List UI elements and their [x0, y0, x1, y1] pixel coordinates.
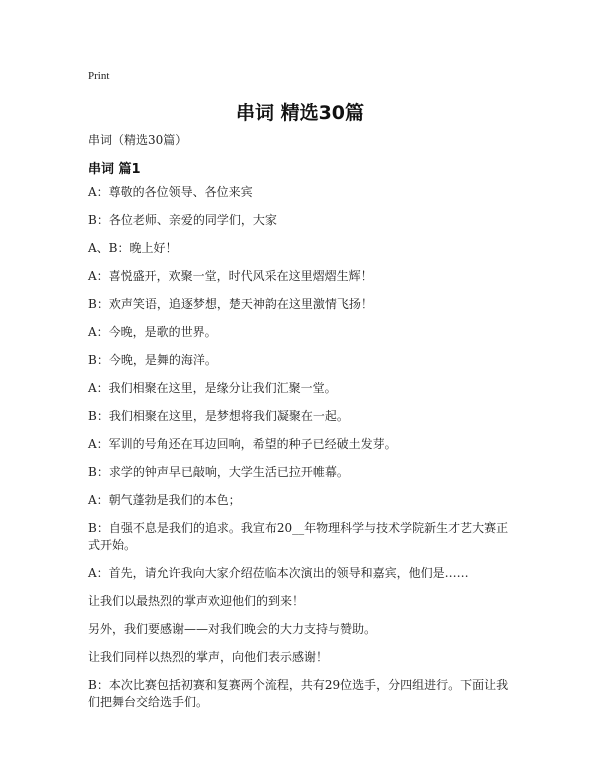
paragraph: A：喜悦盛开，欢聚一堂，时代风采在这里熠熠生辉！ [88, 269, 373, 283]
paragraph: B：各位老师、亲爱的同学们，大家 [88, 213, 277, 227]
page-title: 串词 精选30篇 [235, 102, 365, 124]
document-body [88, 184, 518, 722]
paragraph: B：我们相聚在这里，是梦想将我们凝聚在一起。 [88, 409, 349, 423]
paragraph: 让我们同样以热烈的掌声，向他们表示感谢！ [88, 650, 329, 664]
print-link[interactable]: Print [88, 70, 110, 82]
paragraph: A：军训的号角还在耳边回响，希望的种子已经破土发芽。 [88, 437, 397, 451]
paragraph: A：首先，请允许我向大家介绍莅临本次演出的领导和嘉宾，他们是…… [88, 566, 469, 580]
paragraph: A：尊敬的各位领导、各位来宾 [88, 185, 253, 199]
document-subtitle: 串词（精选30篇） [88, 133, 188, 147]
paragraph: A：我们相聚在这里，是缘分让我们汇聚一堂。 [88, 381, 337, 395]
paragraph: B：自强不息是我们的追求。我宣布20__年物理科学与技术学院新生才艺大赛正式开始。 [88, 521, 509, 552]
paragraph: 另外，我们要感谢——对我们晚会的大力支持与赞助。 [88, 622, 377, 636]
paragraph: A：今晚，是歌的世界。 [88, 325, 217, 339]
paragraph: B：今晚，是舞的海洋。 [88, 353, 217, 367]
paragraph: B：欢声笑语，追逐梦想，楚天神韵在这里激情飞扬！ [88, 297, 373, 311]
paragraph: A、B：晚上好！ [88, 241, 178, 255]
paragraph: B：求学的钟声早已敲响，大学生活已拉开帷幕。 [88, 465, 349, 479]
section-heading: 串词 篇1 [88, 162, 141, 177]
paragraph: A：朝气蓬勃是我们的本色； [88, 493, 241, 507]
paragraph: B：本次比赛包括初赛和复赛两个流程，共有29位选手，分四组进行。下面让我们把舞台交给选手们。 [88, 678, 509, 709]
paragraph: 让我们以最热烈的掌声欢迎他们的到来！ [88, 594, 305, 608]
